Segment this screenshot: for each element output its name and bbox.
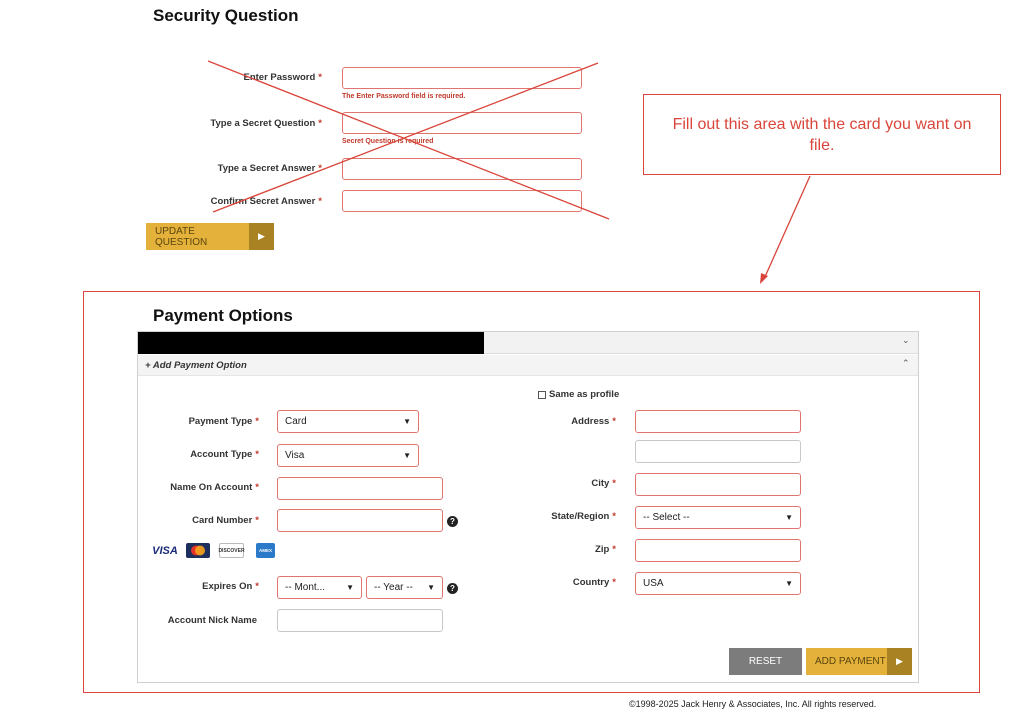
city-input[interactable]	[635, 473, 801, 496]
add-payment-option-bar[interactable]	[138, 355, 918, 376]
caret-down-icon: ▼	[785, 513, 793, 522]
add-payment-option-label: + Add Payment Option	[145, 360, 247, 371]
reset-label: RESET	[748, 656, 783, 667]
visa-logo: VISA	[152, 544, 178, 557]
account-nick-name-input[interactable]	[277, 609, 443, 632]
address-line1-input[interactable]	[635, 410, 801, 433]
redacted-block	[138, 332, 484, 354]
caret-down-icon: ▼	[403, 451, 411, 460]
account-nick-name-label: Account Nick Name	[167, 615, 257, 626]
card-number-input[interactable]	[277, 509, 443, 532]
caret-down-icon: ▼	[427, 583, 435, 592]
question-error: Secret Question is required	[342, 138, 434, 145]
state-region-select[interactable]	[635, 506, 801, 529]
account-type-select[interactable]	[277, 444, 419, 467]
discover-logo: DISCOVER	[219, 543, 244, 558]
city-label: City *	[591, 478, 616, 489]
expiry-month-value: -- Mont...	[285, 582, 326, 593]
expiry-month-select[interactable]	[277, 576, 362, 599]
payment-panel	[137, 331, 919, 683]
country-select[interactable]	[635, 572, 801, 595]
annotation-arrow-head	[760, 273, 768, 284]
name-on-account-input[interactable]	[277, 477, 443, 500]
cross-line-1	[208, 61, 609, 219]
same-as-profile-checkbox[interactable]	[538, 391, 546, 399]
state-region-label: State/Region *	[551, 511, 616, 522]
address-line2-input[interactable]	[635, 440, 801, 463]
payment-type-select[interactable]	[277, 410, 419, 433]
update-question-label: UPDATE QUESTION	[155, 225, 208, 248]
zip-input[interactable]	[635, 539, 801, 562]
footer-copyright: ©1998-2025 Jack Henry & Associates, Inc. All rights reserved.	[629, 699, 877, 709]
chevron-up-icon[interactable]: ⌃	[902, 358, 910, 368]
security-question-title: Security Question	[153, 6, 299, 25]
mastercard-circles	[186, 543, 210, 558]
account-type-value: Visa	[285, 450, 305, 461]
annotation-text: Fill out this area with the card you want on file.	[672, 115, 972, 154]
same-as-profile-label: Same as profile	[549, 389, 620, 400]
add-payment-button[interactable]	[806, 648, 912, 675]
chevron-down-icon[interactable]: ⌄	[902, 335, 910, 345]
reset-button[interactable]	[729, 648, 802, 675]
state-region-value: -- Select --	[643, 512, 690, 523]
caret-down-icon: ▼	[403, 417, 411, 426]
country-label: Country *	[572, 577, 616, 588]
help-circle-icon[interactable]: ?	[447, 583, 458, 594]
secret-question-label: Type a Secret Question *	[210, 118, 322, 129]
mastercard-logo	[186, 543, 210, 558]
play-arrow-icon: ▶	[249, 223, 274, 250]
password-error: The Enter Password field is required.	[342, 93, 466, 100]
caret-down-icon: ▼	[785, 579, 793, 588]
amex-logo: AMEX	[256, 543, 275, 558]
help-circle-icon[interactable]: ?	[447, 516, 458, 527]
address-label: Address *	[571, 416, 616, 427]
name-on-account-label: Name On Account *	[170, 482, 259, 493]
annotation-arrow-line	[764, 176, 810, 279]
expiry-year-value: -- Year --	[374, 582, 413, 593]
annotation-callout	[643, 94, 1001, 175]
zip-label: Zip *	[595, 544, 616, 555]
expires-on-label: Expires On *	[202, 581, 259, 592]
caret-down-icon: ▼	[346, 583, 354, 592]
payment-options-title: Payment Options	[153, 306, 293, 325]
play-arrow-icon: ▶	[887, 648, 912, 675]
add-payment-label: ADD PAYMENT	[815, 656, 886, 667]
payment-type-value: Card	[285, 416, 307, 427]
expiry-year-select[interactable]	[366, 576, 443, 599]
secret-answer-label: Type a Secret Answer *	[217, 163, 322, 174]
account-type-label: Account Type *	[190, 449, 259, 460]
card-number-label: Card Number *	[192, 515, 259, 526]
country-value: USA	[643, 578, 664, 589]
confirm-answer-label: Confirm Secret Answer *	[210, 196, 322, 207]
enter-password-label: Enter Password *	[243, 72, 322, 83]
payment-type-label: Payment Type *	[188, 416, 259, 427]
